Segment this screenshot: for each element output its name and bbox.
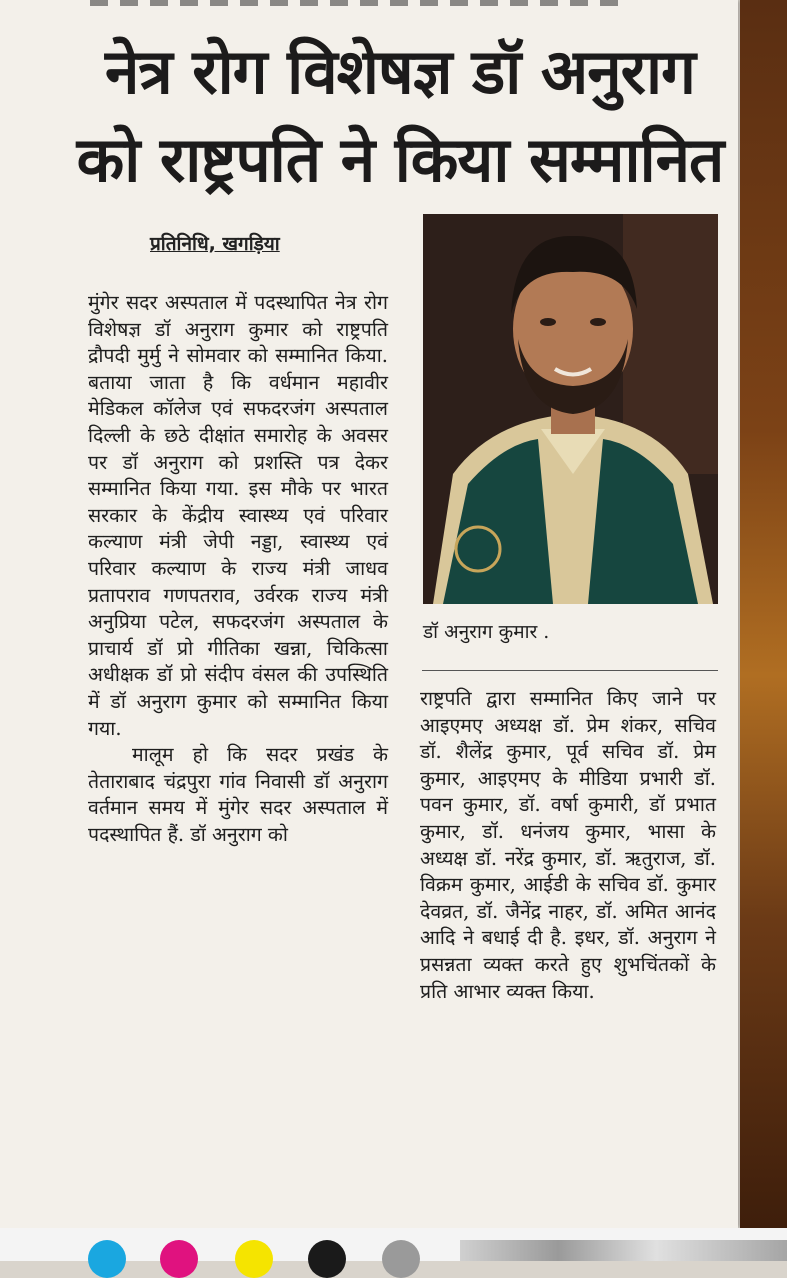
article-headline (70, 28, 730, 204)
article-paragraph-3: राष्ट्रपति द्वारा सम्मानित किए जाने पर आइएमए अध्यक्ष डॉ. प्रेम शंकर, सचिव डॉ. शैलेंद्र कुमार, पूर्व सचिव डॉ. प्रेम कुमार, आइएमए के मीडिया प्रभारी डॉ. पवन कुमार, डॉ. वर्षा कुमारी, डॉ प्रभात कुमार, डॉ. धनंजय कुमार, भासा के अध्यक्ष डॉ. नरेंद्र कुमार, डॉ. ऋतुराज, डॉ. विक्रम कुमार, आईडी के सचिव डॉ. कुमार देवव्रत, डॉ. जैनेंद्र नाहर, डॉ. अमित आनंद आदि ने बधाई दी है. इधर, डॉ. अनुराग ने प्रसन्नता व्यक्त करते हुए शुभचिंतकों के प्रति आभार व्यक्त किया. (420, 687, 716, 1003)
registration-gray-band (460, 1240, 787, 1261)
photo-caption: डॉ अनुराग कुमार . (423, 621, 550, 643)
registration-dot-yellow (235, 1240, 273, 1278)
registration-dot-cyan (88, 1240, 126, 1278)
headline-line-2: को राष्ट्रपति ने किया सम्मानित (76, 123, 724, 196)
column-divider (422, 670, 718, 671)
registration-dot-black (308, 1240, 346, 1278)
portrait-photo (423, 214, 718, 604)
registration-dot-gray (382, 1240, 420, 1278)
article-paragraph-2: मालूम हो कि सदर प्रखंड के तेताराबाद चंद्रपुरा गांव निवासी डॉ अनुराग वर्तमान समय में मुंगेर सदर अस्पताल में पदस्थापित हैं. डॉ अनुराग को (88, 743, 388, 846)
portrait-illustration (423, 214, 718, 604)
headline-line-1: नेत्र रोग विशेषज्ञ डॉ अनुराग (105, 35, 695, 108)
article-column-right (420, 686, 716, 1005)
article-column-left (88, 290, 388, 848)
registration-dot-magenta (160, 1240, 198, 1278)
article-paragraph-1: मुंगेर सदर अस्पताल में पदस्थापित नेत्र रोग विशेषज्ञ डॉ अनुराग कुमार को राष्ट्रपति द्रौपदी मुर्मु ने सोमवार को सम्मानित किया. बताया जाता है कि वर्धमान महावीर मेडिकल कॉलेज एवं सफदरजंग अस्पताल दिल्ली के छठे दीक्षांत समारोह के अवसर पर डॉ अनुराग को प्रशस्ति पत्र देकर सम्मानित किया गया. इस मौके पर भारत सरकार के केंद्रीय स्वास्थ्य एवं परिवार कल्याण मंत्री जेपी नड्डा, स्वास्थ्य एवं परिवार कल्याण के राज्य मंत्री जाधव प्रतापराव गणपतराव, उर्वरक राज्य मंत्री अनुप्रिया पटेल, सफदरजंग अस्पताल के प्राचार्य डॉ प्रो गीतिका खन्ना, चिकित्सा अधीक्षक डॉ प्रो संदीप वंसल की उपस्थिति में डॉ अनुराग कुमार को सम्मानित किया गया. (88, 291, 388, 740)
cut-off-previous-text (90, 0, 620, 6)
background-edge (740, 0, 787, 1228)
byline: प्रतिनिधि, खगड़िया (150, 233, 280, 255)
